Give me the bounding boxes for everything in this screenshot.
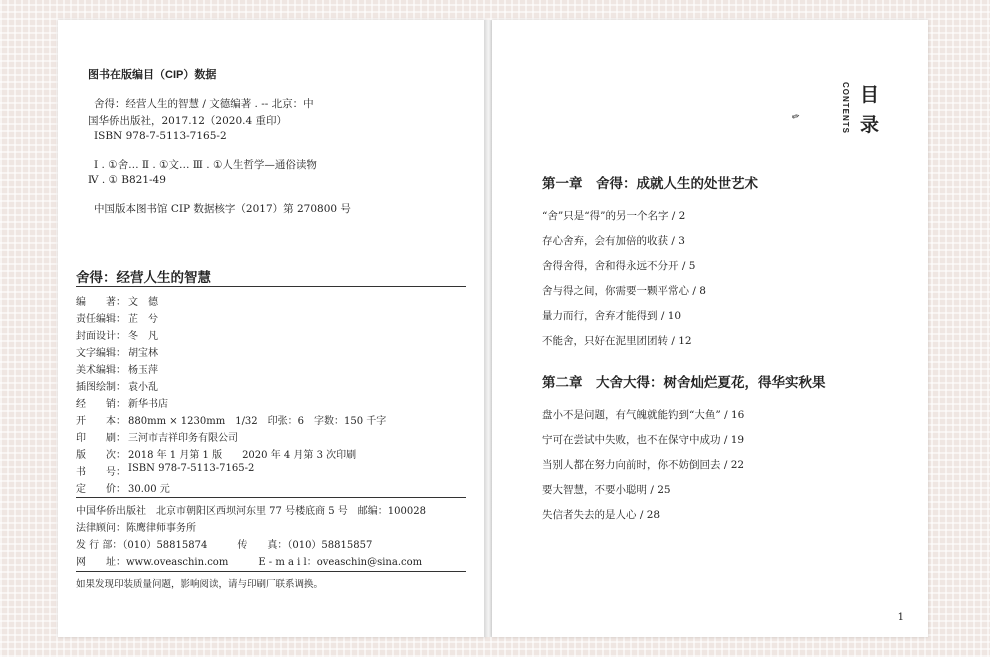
divider [76,497,466,498]
footer-note: 如果发现印装质量问题，影响阅读，请与印刷厂联系调换。 [76,579,324,590]
credit-label: 美术编辑： [76,365,126,376]
credit-value: 袁小乱 [128,382,158,393]
page-number: 1 [897,612,904,623]
credit-label: 编 著： [76,297,126,308]
divider [76,571,466,572]
credit-value: 2018 年 1 月第 1 版 2020 年 4 月第 3 次印刷 [128,450,357,461]
book-title: 舍得：经营人生的智慧 [76,270,211,286]
credit-row [76,378,158,393]
cip-line: Ⅰ . ①舍… Ⅱ . ①文… Ⅲ . ①人生哲学—通俗读物 [94,159,317,171]
credit-value: 冬 凡 [128,331,158,342]
cip-line: Ⅳ . ① B821-49 [88,174,166,186]
credit-value: 三河市吉祥印务有限公司 [128,433,238,444]
credit-label: 封面设计： [76,331,126,342]
credit-row [76,429,238,444]
toc-entry[interactable]: “舍”只是“得”的另一个名字 / 2 [542,210,686,222]
credit-value: 新华书店 [128,399,168,410]
credit-value: 文 德 [128,297,158,308]
credit-row [76,327,158,342]
credit-row [76,361,158,376]
publisher-line: 中国华侨出版社 北京市朝阳区西坝河东里 77 号楼底商 5 号 邮编：100028 [76,506,426,517]
credit-label: 责任编辑： [76,314,126,325]
toc-entry[interactable]: 宁可在尝试中失败，也不在保守中成功 / 19 [542,434,745,446]
decorative-stamp-icon: ✎ [790,111,803,123]
cip-line: 中国版本图书馆 CIP 数据核字（2017）第 270800 号 [94,203,351,215]
credit-row [76,310,158,325]
divider [76,286,466,287]
publisher-line: 发 行 部：（010）58815874 传 真：（010）58815857 [76,540,373,551]
chapter-title: 第一章 舍得：成就人生的处世艺术 [542,176,758,192]
credit-row [76,463,254,478]
credit-label: 定 价： [76,484,126,495]
credit-value: 880mm × 1230mm 1/32 印张：6 字数：150 千字 [128,416,387,427]
cip-line: ISBN 978-7-5113-7165-2 [94,130,227,142]
toc-entry[interactable]: 舍与得之间，你需要一颗平常心 / 8 [542,285,706,297]
right-page-toc [492,20,928,637]
credit-label: 文字编辑： [76,348,126,359]
contents-label: CONTENTS [841,82,850,134]
cip-heading: 图书在版编目（CIP）数据 [88,69,217,81]
credit-row [76,395,168,410]
cip-line: 舍得：经营人生的智慧 / 文德编著 . -- 北京：中 [94,98,314,110]
cip-line: 国华侨出版社，2017.12（2020.4 重印） [88,115,287,127]
credit-label: 版 次： [76,450,126,461]
credit-value: 30.00 元 [128,484,170,495]
toc-entry[interactable]: 盘小不是问题，有气魄就能钓到“大鱼” / 16 [542,409,745,421]
left-page-copyright [58,20,486,637]
credit-value: 杨玉萍 [128,365,158,376]
credit-label: 开 本： [76,416,126,427]
toc-title-text: 目 录 [860,84,880,136]
toc-entry[interactable]: 要大智慧，不要小聪明 / 25 [542,484,671,496]
credit-value: ISBN 978-7-5113-7165-2 [128,463,255,474]
credit-value: 芷 兮 [128,314,158,325]
toc-entry[interactable]: 量力而行，舍弃才能得到 / 10 [542,310,682,322]
credit-label: 书 号： [76,467,126,478]
credit-row [76,480,170,495]
credit-row [76,293,158,308]
credit-label: 经 销： [76,399,126,410]
credit-label: 插图绘制： [76,382,126,393]
credit-row [76,412,386,427]
toc-entry[interactable]: 不能舍，只好在泥里团团转 / 12 [542,335,692,347]
credit-row [76,344,158,359]
toc-entry[interactable]: 舍得舍得，舍和得永远不分开 / 5 [542,260,696,272]
toc-entry[interactable]: 失信者失去的是人心 / 28 [542,509,661,521]
chapter-title: 第二章 大舍大得：树舍灿烂夏花，得华实秋果 [542,375,826,391]
toc-entry[interactable]: 存心舍弃，会有加倍的收获 / 3 [542,235,685,247]
toc-entry[interactable]: 当别人都在努力向前时，你不妨倒回去 / 22 [542,459,745,471]
toc-title [860,80,879,140]
credit-row [76,446,356,461]
credit-value: 胡宝林 [128,348,158,359]
publisher-line: 法律顾问：陈鹰律师事务所 [76,523,196,534]
publisher-line: 网 址：www.oveaschin.com E - m a i l：oveaschin@sina.com [76,557,423,568]
credit-label: 印 刷： [76,433,126,444]
